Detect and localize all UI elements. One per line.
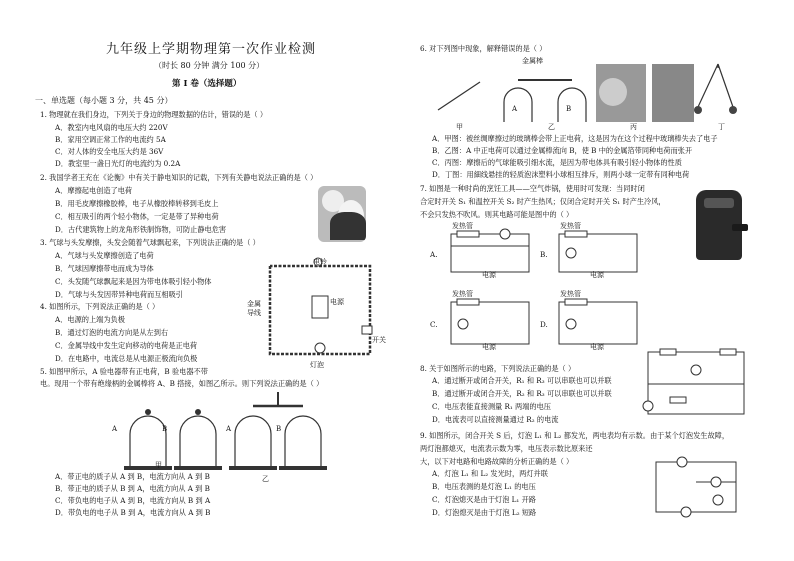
q4-label-bulb: 灯泡 xyxy=(310,361,324,369)
page-subtitle: （时长 80 分钟 满分 100 分） xyxy=(154,61,265,70)
q7-option-a-label: A. xyxy=(430,250,438,259)
q5-label-b1: B xyxy=(162,425,168,433)
q4-option-b: B．通过灯泡的电流方向是从左到右 xyxy=(55,328,169,337)
q7-stem-line2: 合定时开关 S₁ 和温控开关 S₂ 时产生热风；仅闭合定时开关 S₁ 时产生冷风， xyxy=(420,197,666,206)
q9-stem-line3: 大，以下对电路和电路故障的分析正确的是（ ） xyxy=(420,457,574,466)
q7-stem-line3: 不会只发热不吹风。则其电路可能是图中的（ ） xyxy=(420,210,574,219)
page-title: 九年级上学期物理第一次作业检测 xyxy=(106,42,317,57)
q5-caption-jia: 甲 xyxy=(155,461,162,469)
q4-label-source: 电源 xyxy=(330,298,344,306)
q7-option-b-label: B. xyxy=(540,250,548,259)
q8-option-a: A．通过断开或闭合开关，R₁ 和 R₃ 可以串联也可以并联 xyxy=(432,376,612,385)
q7-circuit-c xyxy=(445,296,535,350)
part-heading: 第 I 卷（选择题） xyxy=(172,79,242,89)
q5-electroscope-figure xyxy=(110,390,330,472)
q9-stem-line2: 两灯泡都熄灭，电流表示数为零，电压表示数比原来还 xyxy=(420,444,593,453)
q6-caption-bing: 丙 xyxy=(630,123,637,131)
q9-option-b: B．电压表测的是灯泡 L₁ 的电压 xyxy=(432,482,536,491)
q2-stem: 2. 我国学者王充在《论衡》中有关于静电知识的记载，下列有关静电说法正确的是（ ） xyxy=(40,173,318,182)
q7-circuit-d xyxy=(553,296,643,350)
q4-label-wire: 金属导线 xyxy=(247,300,261,317)
q8-option-b: B．通过断开或闭合开关，R₂ 和 R₃ 可以串联也可以并联 xyxy=(432,389,612,398)
q4-stem: 4. 如图所示，下列说法正确的是（ ） xyxy=(40,302,160,311)
q7-label-source-a: 电源 xyxy=(482,271,496,279)
q8-option-d: D．电流表可以直接测量通过 R₂ 的电流 xyxy=(432,415,559,424)
q4-label-switch: 开关 xyxy=(372,336,386,344)
q3-option-a: A．气球与头发摩擦创造了电荷 xyxy=(55,251,154,260)
q8-circuit-figure xyxy=(640,344,750,420)
q7-label-heater-d: 发热管 xyxy=(560,290,581,298)
q3-stem: 3. 气球与头发摩擦，头发会随着气球飘起来，下列说法正确的是（ ） xyxy=(40,238,260,247)
q5-label-a2: A xyxy=(226,425,232,433)
q1-option-d: D．教室里一盏日光灯的电流约为 0.2A xyxy=(55,159,181,168)
q6-option-a: A．甲图：被丝绸摩擦过的玻璃棒会带上正电荷，这是因为在这个过程中玻璃棒失去了电子 xyxy=(432,134,718,143)
q7-label-source-b: 电源 xyxy=(590,271,604,279)
q6-option-c: C．丙图：摩擦后的气球能吸引细水流，是因为带电体具有吸引轻小物体的性质 xyxy=(432,158,682,167)
q1-stem: 1. 物理就在我们身边，下列关于身边的物理数据的估计，错误的是（ ） xyxy=(40,110,268,119)
q6-figure-row xyxy=(428,62,738,130)
q6-option-b: B．乙图：A 中正电荷可以通过金属棒流向 B，使 B 中的金属箔带同种电荷而张开 xyxy=(432,146,693,155)
q4-option-c: C．金属导线中发生定向移动的电荷是正电荷 xyxy=(55,341,198,350)
q7-label-source-d: 电源 xyxy=(590,343,604,351)
q5-option-b: B．带正电的质子从 B 到 A，电流方向从 A 到 B xyxy=(55,484,210,493)
q1-option-a: A．教室内电风扇的电压大约 220V xyxy=(55,123,168,132)
q5-label-b2: B xyxy=(276,425,282,433)
q5-option-c: C．带负电的电子从 A 到 B，电流方向从 B 到 A xyxy=(55,496,211,505)
q9-option-c: C．灯泡熄灭是由于灯泡 L₁ 开路 xyxy=(432,495,536,504)
q3-option-d: D．气球与头发因带异种电荷而互相吸引 xyxy=(55,290,183,299)
q6-stem: 6. 对下列图中现象，解释错误的是（ ） xyxy=(420,44,547,53)
q3-option-b: B．气球因摩擦带电而成为导体 xyxy=(55,264,154,273)
q5-option-a: A．带正电的质子从 A 到 B，电流方向从 A 到 B xyxy=(55,472,210,481)
q7-stem-line1: 7. 如图是一种时尚的烹饪工具——空气炸锅，使用时可发现：当同时闭 xyxy=(420,184,645,193)
q7-option-c-label: C. xyxy=(430,320,438,329)
q2-option-c: C．相互吸引的两个轻小物体，一定是带了异种电荷 xyxy=(55,212,219,221)
q6-label-a: A xyxy=(512,105,518,113)
q4-circuit-figure xyxy=(250,256,400,368)
q5-option-d: D．带负电的电子从 B 到 A，电流方向从 A 到 B xyxy=(55,508,211,517)
q6-label-rod: 金属棒 xyxy=(522,57,543,65)
q8-stem: 8. 关于如图所示的电路，下列说法正确的是（ ） xyxy=(420,364,576,373)
q5-stem-line1: 5. 如图甲所示，A 验电器带有正电荷，B 验电器不带 xyxy=(40,367,208,376)
q9-option-a: A．灯泡 L₁ 和 L₂ 发光时，两灯并联 xyxy=(432,469,548,478)
q5-stem-line2: 电。现用一个带有绝缘柄的金属棒将 A、B 搭接，如图乙所示。则下列说法正确的是（ ） xyxy=(40,379,324,388)
q4-option-a: A．电源的上端为负极 xyxy=(55,315,125,324)
q8-option-c: C．电压表能直接测量 R₁ 两端的电压 xyxy=(432,402,551,411)
q7-label-heater-b: 发热管 xyxy=(560,222,581,230)
q7-option-d-label: D. xyxy=(540,320,548,329)
q6-caption-ding: 丁 xyxy=(718,123,725,131)
q7-label-heater-a: 发热管 xyxy=(452,222,473,230)
q1-option-b: B．家用空调正常工作的电流约 5A xyxy=(55,135,166,144)
q1-option-c: C．对人体的安全电压大约是 36V xyxy=(55,147,164,156)
q9-option-d: D．灯泡熄灭是由于灯泡 L₂ 短路 xyxy=(432,508,537,517)
q9-circuit-figure xyxy=(650,452,742,518)
section-heading: 一、单选题（每小题 3 分，共 45 分） xyxy=(35,96,173,105)
q7-label-heater-c: 发热管 xyxy=(452,290,473,298)
q5-label-a1: A xyxy=(112,425,118,433)
q6-label-b: B xyxy=(566,105,572,113)
q9-stem-line1: 9. 如图所示，闭合开关 S 后，灯泡 L₁ 和 L₂ 都发光，两电表均有示数。由于某个灯泡发生故障， xyxy=(420,431,730,440)
q4-option-d: D．在电路中，电流总是从电源正极流向负极 xyxy=(55,354,198,363)
girl-balloon-photo xyxy=(318,186,366,242)
q6-caption-yi: 乙 xyxy=(548,123,555,131)
q6-caption-jia: 甲 xyxy=(456,123,463,131)
q6-option-d: D．丁图：用細线悬挂的轻质泡沫塑料小球相互排斥，则两小球一定带有同种电荷 xyxy=(432,170,690,179)
q2-option-d: D．古代建筑物上的龙角形铁制饰物，可防止静电危害 xyxy=(55,225,227,234)
q7-label-source-c: 电源 xyxy=(482,343,496,351)
q2-option-a: A．摩擦起电创造了电荷 xyxy=(55,186,133,195)
q3-option-c: C．头发随气球飘起来是因为带电体吸引轻小物体 xyxy=(55,277,212,286)
q4-label-bell: 电铃 xyxy=(313,258,327,266)
air-fryer-photo xyxy=(692,190,748,266)
q5-caption-yi: 乙 xyxy=(262,475,269,483)
q2-option-b: B．用毛皮摩擦橡胶棒，电子从橡胶棒转移到毛皮上 xyxy=(55,199,219,208)
